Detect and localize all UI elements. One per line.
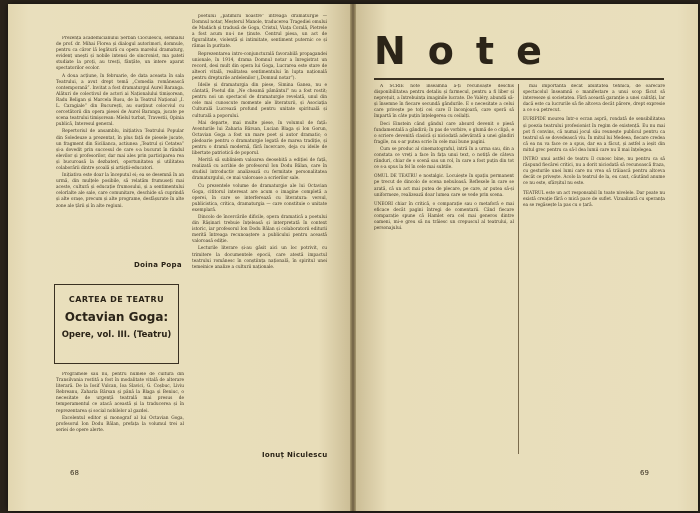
paragraph: Reprezentarea intro-conjuncturală favorabilă propagandei unionale, în 1914, drama Domnul notar a înregistrat un record, desi mult din opera lui Goga, Lucrarea este stare de alteori vitală, realitatea sentimentului în lupta națională pentru drepturile ardelenilor („Domnul notar”). (192, 51, 327, 81)
paragraph: Excelentul editor și monograf al lui Octavian Goga, profesorul Ion Dodu Bălan, prefața la volumul trei al seriei de opere alerte. (56, 415, 184, 433)
left-col2-text (192, 14, 327, 446)
page-number-left: 68 (70, 469, 79, 477)
paragraph: Mai departe, mai multe piese, în volumul de față: Aventurile lui Zaharia Bârsan, Lucian Blaga și Ion Gorun, Octavian Goga a fost un mare poet și autor dramatic; o pledoarie pentru o dramaturgie legată de marea tradiție, și pentru o dramă modernă, fără încercare, deja cu ideile de libertate patriotică de poporul. (192, 120, 327, 157)
paragraph: A doua acțiune, în februarie, de data aceasta în sala Teatrului, a avut drept temă „Comedia românească contemporană”. Invitat a fost dramaturgul Aurel Baranga. Alături de colectivul de actori ai Naționalului timișorean, Radu Beligan și Marcela Rusu, de la Teatrul Național „I. L. Caragiale” din București, au susținut colocviul cu cercetătorii din opera piesei de Aurel Baranga, jucate pe scena teatrului timișorean: Mielul turbat, Travestii, Opinia publică, Interesul general. (56, 73, 184, 128)
signature-ionut-niculescu: Ionuț Niculescu (262, 451, 328, 459)
paragraph: Cum se produc al cinematograful, intră în a urma sau, din a constata ce vreți a face în fața unui text, o notiță de câteva rânduri, chiar de o scenă sau un rol, în care a fost puțin din tot ce s-a spus la fel în cele mai subtile. (374, 146, 514, 171)
note-item: TEATRUL este un act responsabil în toate nivelele. Dar poate nu există creație fără o mică pace de suflet. Vizualizată cu speranța ea se regăsește la pas cu o țară. (523, 190, 665, 208)
paragraph: Ideile și dramaturgia din piese, Simina Ganea, nu e cântată, Poetul din „Ne cheamă pământul” nu a fost rostit; pentru noi un spectacol de dramaturgie revelată, unul din cele mai cunoscute momente ale literaturii, și Asociația Culturală Lucrează profund pentru unitate spirituală și culturală a poporului. (192, 83, 327, 119)
column-divider (518, 84, 519, 454)
paragraph: A SCRIE note înseamnă a-ți recunoaște deschis disponibilitatea pentru detaliu și farmecul, pentru a fi liber și neprețuit, a întrebuința imaginile lucrate. De Valéry, abundă să-și însemne în fiecare secundă gândurile. E o necesitate a celui care privește pe toți cei care îl înconjoară, care speră să împartă în câte puțin înțelegerea cu ceilalți. (374, 84, 514, 120)
title-rule (374, 78, 664, 80)
paragraph: Deci Einstein când gândul care absurd devenit o piesă fundamentală a gândirii; în pas de vorbire, o glumă de o clipă, e o scriere devenită clasică și niciodată adevărată a unei gândiri fragile, nu s-ar putea scrie în cele mai bune pagini. (374, 121, 514, 145)
paragraph: Merită să subliniem valoarea deosebită a ediției de față, realizată cu acribie de profesorul Ion Dodu Bălan, care în studiul introductiv analizează cu fermitate personalitatea dramaturgului, ce mai valoroase a scrierilor sale. (192, 158, 327, 182)
note-item: OMUL DE TEATRU e nostalgic. Locuiește în spațiu permanent pe trecut de dincolo de scena nebuloasă. Reflexele în care se arată, că un act mai putea de plecare, pe care, ar putea să-și uniformeze, realizează doar lumea care se vede prin scena. (374, 174, 514, 198)
paragraph: poetului „pătimirii noastre” întreagă dramaturgie — Domnul notar, Meșterul Manole, traducerea Tragediei omului de Madách și tradusă de Goga, Cristul, Viața Corală, Pietrele a fost acum nu-i ne ținute. Centrul piesa, un act de figuralitate, violență și intimitate, sentiment puternic ce și rămas în puritate. (192, 14, 327, 50)
signature-doina-popa: Doina Popa (134, 261, 182, 269)
note-item: INTRO unui astfel de teatru îl cunosc bine, nu pentru ca să răspund fiecărei critici, nu a dorit niciodată să recunoască fraza, cu gesturile unei lumi care nu vrea să trăiască pentru altceva decât ce privește. Acolo la teatrul de la, eu caut, căutând anume ce nu este, sfârșitul nu este. (523, 157, 665, 187)
page-number-right: 69 (640, 469, 649, 477)
book-gutter (350, 4, 356, 511)
left-col1-bottom-text (56, 372, 184, 458)
section-title: Note (374, 29, 564, 73)
paragraph: Cu prezentele volume de dramaturgie ale lui Octavian Goga, cititorul interesat are acum o imagine completă a operei, în care se interferează cu literatura: versul, publicistica, critica, dramaturgia — care constituie o unitate exemplară. (192, 183, 327, 213)
note-item: UNEORI chiar în critică, o comparație sau o metaforă e mai eficace decât pagini întregi de comentarii. Când fiecare comparație spune că Hamlet era cel mai generos dintre oameni, mi-e greu să nu trăiesc un crepuscul al teatrului, al personajului. (374, 201, 514, 232)
paragraph: mai importantă decât abilitatea tehnică, de oarecare spectacolul înseamnă o manifestare a unui scop făcut să intereseze și societatea. Fără această garanție a unei calități, Iar dacă este ca lucrurile să fie altceva decât părere, drept expresie a ce s-a petrecut. (523, 84, 665, 114)
paragraph: Prezența academicianului Șerban Cioculescu, semnalul de prof. dr. Mihai Florea și dialogul autorimori, domnule, pentru ca căror lă legătură cu opera marelui dramaturg, evidenț unești și nobile intensi de sincronist, ma pateti studiate la proți, au tresți, fânțăte, un intere aparat spectatorilor ecolor. (56, 36, 184, 72)
box-author: Octavian Goga: (64, 310, 169, 324)
right-col2-text (523, 84, 665, 456)
paragraph: Lecturile literare și-au găsit aici un loc potrivit, cu trimitere la documentele epocii, care atestă impactul teatrului românesc în conștiința națională, în spiritul unei temeinice analize a culturii naționale. (192, 246, 327, 270)
paragraph: Repertoriul de ansamblu, inițiativa Teatrului Popular din Soledeuze a prezentat, în plus față de piesele jucate, un fragment din Sicilianca, actiunea „Teatrul și Cetatea” și-a dovedit prin succesul de care s-a bucurat în rândul elevilor și profesorilor, dar mai ales prin participarea rea și bucuroasă la dezbateri, oportunitatea și utilitatea colaborării dintre școală și artiștii-educatori. (56, 129, 184, 171)
left-col1-text (56, 36, 184, 250)
paragraph: Programele sau nu, pentru numele de cultura din Transilvania rostită a fost în modalitate vitală de alterare literară. De la Iosif Vulcan, Ioa Slavici, G. Coșbuc, Liviu Rebreanu, Zaharia Bârsan și până la Blaga și Beniuc, o necesitate de urgență teatrală mai presus de temperamentul ce atacă această și la traducerea și în reprezentarea și social nobilelor al gazdei. (56, 372, 184, 414)
paragraph: Inițiativa este doar la începutul ei; ea se desemnă în an urmă, din mulțele posibile, să relatăm frumuseți mai aceste, cultură și educație frumosului, și a sentimentului celorlalte ale sale, care comunitare, deschide să cuprindă și alte orașe, precum și alte programe, desfășurate în alte zone ale țării și în alte regiuni. (56, 173, 184, 209)
box-book-title: Opere, vol. III. (Teatru) (61, 330, 172, 340)
right-col1-text (374, 84, 514, 456)
box-heading: CARTEA DE TEATRU (68, 295, 165, 304)
paragraph: Dincolo de încercările dificile, opera dramatică a poetului din Rășinari trebuie înțeleasă și interpretată în context istoric, iar profesorul Ion Dodu Bălan și colaboratorii editurii merită întreaga recunoaștere a publicului pentru această valoroasă ediție. (192, 215, 327, 245)
book-review-box (54, 284, 179, 364)
note-item: EURIPIDE mourea într-o ecran aspră, rondată de sensibilitatea și poezia teatrului profesionist în regim de existență. Eu nu mai pot fi convins, că numai jocul său reunește publicul pentru ca teatrul să se dovedească viu. În mitul lui Medeea, fiecare credea că ea nu va face ce a spus, dar ea a făcut, și astfel a ieșit din mitul grec pentru ca să-l dea lumii care nu îl mai înțelegea. (523, 117, 665, 153)
